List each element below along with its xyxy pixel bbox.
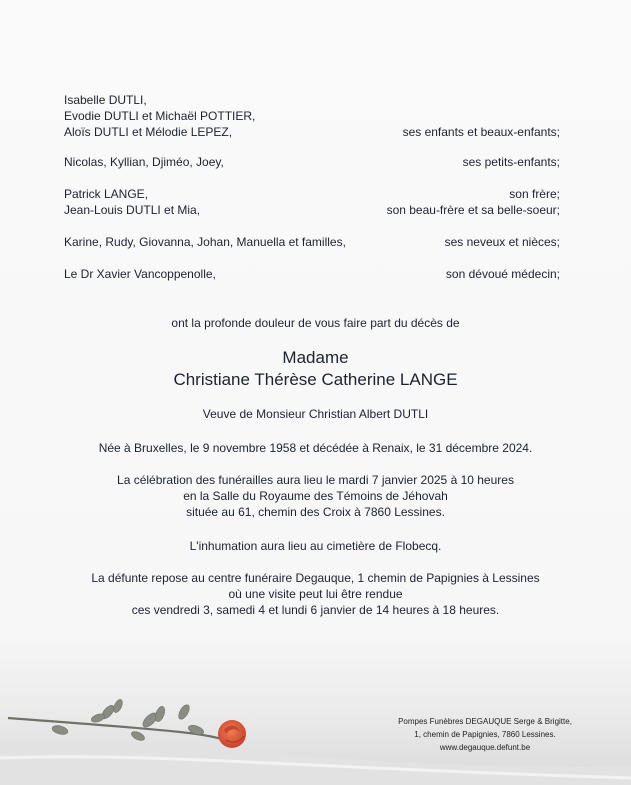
family-name: Evodie DUTLI et Michaël POTTIER, [64,109,256,123]
birth-death-dates: Née à Bruxelles, le 9 novembre 1958 et décédée à Renaix, le 31 décembre 2024. [98,441,533,455]
funeral-home-address: 1, chemin de Papignies, 7860 Lessines. [414,730,556,739]
ceremony-line: en la Salle du Royaume des Témoins de Jéhovah [183,489,448,503]
family-relation: son beau-frère et sa belle-soeur; [386,203,560,217]
announcement-intro: ont la profonde douleur de vous faire part du décès de [171,316,460,330]
family-relation: ses enfants et beaux-enfants; [402,125,560,139]
ceremony-line: située au 61, chemin des Croix à 7860 Lessines. [186,505,445,519]
visit-line: ces vendredi 3, samedi 4 et lundi 6 janvier de 14 heures à 18 heures. [131,603,500,617]
family-name: Isabelle DUTLI, [64,93,147,107]
rose-flower [218,720,246,748]
ceremony-line: La célébration des funérailles aura lieu le mardi 7 janvier 2025 à 10 heures [117,473,514,487]
family-group-siblings [64,186,560,218]
visit-line: La défunte repose au centre funéraire Degauque, 1 chemin de Papignies à Lessines [91,571,540,585]
family-group-children [64,92,560,140]
deceased-title: Madame [282,348,349,367]
family-name: Karine, Rudy, Giovanna, Johan, Manuella et familles, [64,235,346,249]
deceased-name: Christiane Thérèse Catherine LANGE [173,370,458,389]
family-name: Aloïs DUTLI et Mélodie LEPEZ, [64,125,233,139]
family-name: Jean-Louis DUTLI et Mia, [64,203,201,217]
family-name: Le Dr Xavier Vancoppenolle, [64,267,216,281]
visit-line: où une visite peut lui être rendue [228,587,403,601]
family-group-doctor [64,266,560,282]
family-name: Patrick LANGE, [64,187,149,201]
family-relation: son frère; [509,187,560,201]
family-name: Nicolas, Kyllian, Djiméo, Joey, [64,155,224,169]
family-group-grandchildren [64,154,560,170]
rose-on-beach-image [0,640,631,785]
funeral-home-name: Pompes Funèbres DEGAUQUE Serge & Brigitte, [398,717,572,726]
funeral-home-website[interactable]: www.degauque.defunt.be [439,743,531,752]
family-relation: ses neveux et nièces; [444,235,560,249]
family-relation: ses petits-enfants; [462,155,560,169]
family-relation: son dévoué médecin; [445,267,560,281]
widow-of: Veuve de Monsieur Christian Albert DUTLI [202,407,429,421]
burial-info: L'inhumation aura lieu au cimetière de Flobecq. [189,539,442,553]
family-group-nephews [64,234,560,250]
